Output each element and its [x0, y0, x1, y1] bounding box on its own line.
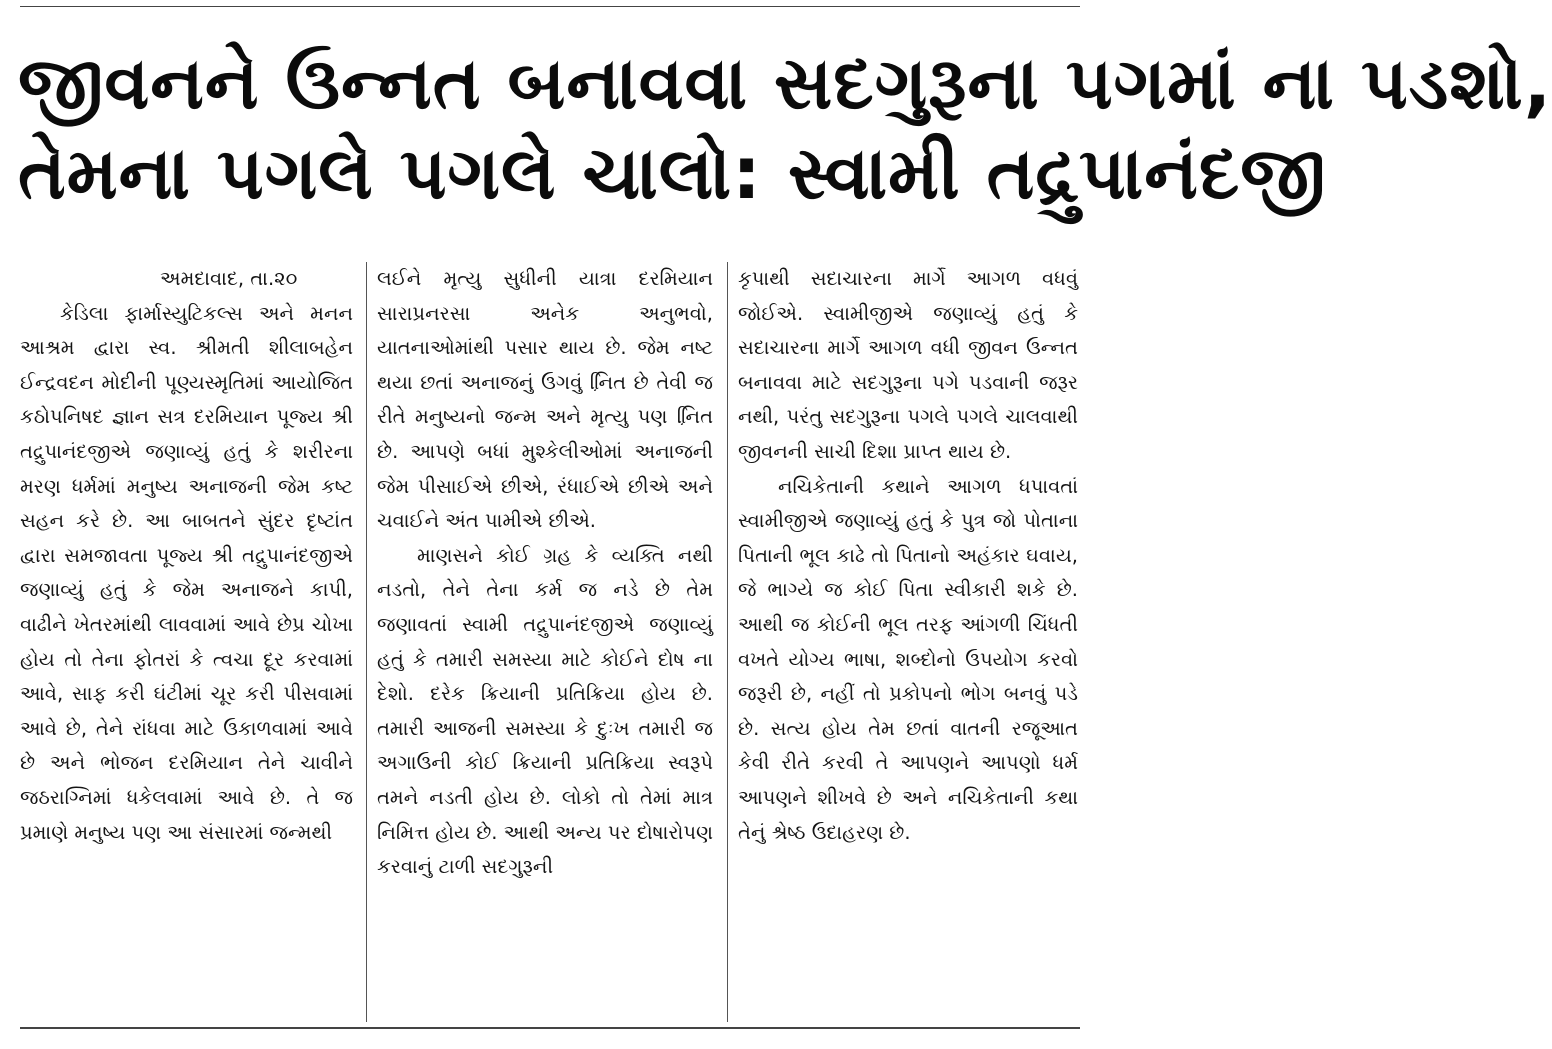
article-column-2 [377, 262, 713, 1032]
column-3-paragraph-1: કૃપાથી સદાચારના માર્ગે આગળ વધવું જોઈએ. સ્વામીજીએ જણાવ્યું હતું કે સદાચારના માર્ગે આગળ વધી જીવન ઉન્નત બનાવવા માટે સદગુરૂના પગે પડવાની જરૂર નથી, પરંતુ સદગુરૂના પગલે પગલે ચાલવાથી જીવનની સાચી દિશા પ્રાપ્ત થાય છે. [738, 267, 1078, 463]
column-2-paragraph-1: લઈને મૃત્યુ સુધીની યાત્રા દરમિયાન સારાપ્રનરસા અનેક અનુભવો, યાતનાઓમાંથી પસાર થાય છે. જેમ નષ્ટ થયા છતાં અનાજનું ઉગવું નિ઼િત છે તેવી જ રીતે મનુષ્યનો જન્મ અને મૃત્યુ પણ નિ઼િત છે. આપણે બધાં મુશ્કેલીઓમાં અનાજની જેમ પીસાઈએ છીએ, રંધાઈએ છીએ અને ચવાઈને અંત પામીએ છીએ. [377, 267, 713, 533]
headline-line-1: જીવનને ઉન્નત બનાવવા સદગુરૂના પગમાં ના પડશો, [18, 41, 1552, 125]
top-rule [20, 6, 1080, 7]
article-column-1 [20, 262, 353, 1032]
headline [18, 38, 1552, 218]
column-1-paragraph-1: કેડિલા ફાર્માસ્યુટિકલ્સ અને મનન આશ્રમ દ્વારા સ્વ. શ્રીમતી શીલાબહેન ઈન્દ્રવદન મોદીની પૂણ્યસ્મૃતિમાં આયોજિત કઠોપનિષદ જ્ઞાન સત્ર દરમિયાન પૂજ્ય શ્રી તદ્રુપાનંદજીએ જણાવ્યું હતું કે શરીરના મરણ ધર્મમાં મનુષ્ય અનાજની જેમ કષ્ટ સહન કરે છે. આ બાબતને સુંદર દૃષ્ટાંત દ્વારા સમજાવતા પૂજ્ય શ્રી તદ્રુપાનંદજીએ જણાવ્યું હતું કે જેમ અનાજને કાપી, વાઢીને ખેતરમાંથી લાવવામાં આવે છેપ્ર ચોખા હોય તો તેના ફોતરાં કે ત્વચા દૂર કરવામાં આવે, સાફ કરી ઘંટીમાં ચૂર કરી પીસવામાં આવે છે, તેને રાંધવા માટે ઉકાળવામાં આવે છે અને ભોજન દરમિયાન તેને ચાવીને જઠરાગ્નિમાં ધકેલવામાં આવે છે. તે જ પ્રમાણે મનુષ્ય પણ આ સંસારમાં જન્મથી [20, 301, 353, 844]
dateline: અમદાવાદ, તા.૨૦ [160, 267, 298, 290]
bottom-rule [20, 1027, 1080, 1029]
column-2-paragraph-2: માણસને કોઈ ગ્રહ કે વ્યક્તિ નથી નડતો, તેને તેના કર્મ જ નડે છે તેમ જણાવતાં સ્વામી તદ્રુપાનંદજીએ જણાવ્યું હતું કે તમારી સમસ્યા માટે કોઈને દોષ ના દેશો. દરેક ક્રિયાની પ્રતિક્રિયા હોય છે. તમારી આજની સમસ્યા કે દુઃખ તમારી જ અગાઉની કોઈ ક્રિયાની પ્રતિક્રિયા સ્વરૂપે તમને નડતી હોય છે. લોકો તો તેમાં માત્ર નિમિત્ત હોય છે. આથી અન્ય પર દોષારોપણ કરવાનું ટાળી સદગુરૂની [377, 543, 713, 879]
column-3-paragraph-2: નચિકેતાની કથાને આગળ ધપાવતાં સ્વામીજીએ જણાવ્યું હતું કે પુત્ર જો પોતાના પિતાની ભૂલ કાઢે તો પિતાનો અહંકાર ઘવાય, જે ભાગ્યે જ કોઈ પિતા સ્વીકારી શકે છે. આથી જ કોઈની ભૂલ તરફ આંગળી ચિંધતી વખતે યોગ્ય ભાષા, શબ્દોનો ઉપયોગ કરવો જરૂરી છે, નહીં તો પ્રકોપનો ભોગ બનવું પડે છે. સત્ય હોય તેમ છતાં વાતની રજૂઆત કેવી રીતે કરવી તે આપણને આપણો ધર્મ આપણને શીખવે છે અને નચિકેતાની કથા તેનું શ્રેષ્ઠ ઉદાહરણ છે. [738, 474, 1078, 844]
headline-line-2: તેમના પગલે પગલે ચાલો: સ્વામી તદ્રુપાનંદજી [18, 131, 1327, 215]
column-divider-2 [727, 262, 728, 1022]
article-column-3 [738, 262, 1078, 1032]
column-divider-1 [366, 262, 367, 1022]
